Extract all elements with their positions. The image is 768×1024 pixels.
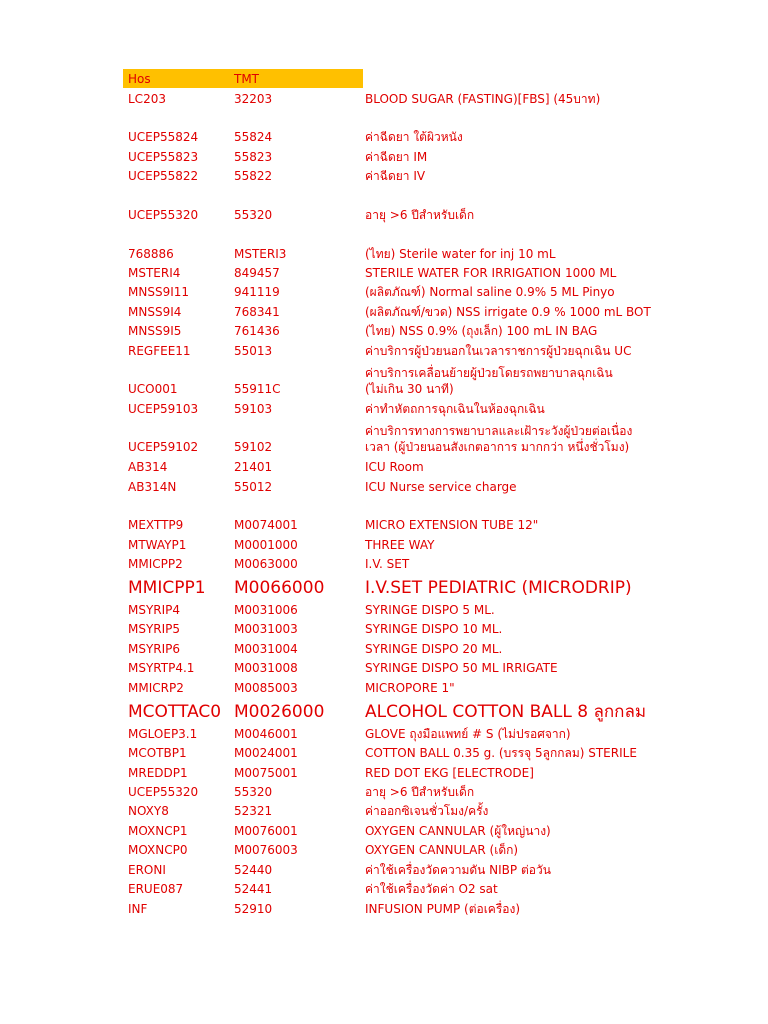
tmt-code: 52910 <box>234 902 273 916</box>
tmt-code: 55822 <box>234 169 273 183</box>
tmt-code: 59103 <box>234 402 273 416</box>
hos-code: UCEP55823 <box>128 150 199 164</box>
table-row <box>0 899 768 919</box>
table-row <box>0 341 768 361</box>
hos-code: UCEP55822 <box>128 169 199 183</box>
table-row <box>0 263 768 283</box>
hos-code: MREDDP1 <box>128 766 188 780</box>
item-description: OXYGEN CANNULAR (เด็ก) <box>365 843 519 857</box>
table-row <box>0 879 768 899</box>
tmt-code: M0074001 <box>234 518 298 532</box>
tmt-code: 941119 <box>234 285 280 299</box>
tmt-code: 59102 <box>234 440 273 454</box>
table-row <box>0 282 768 302</box>
item-description: ค่าออกซิเจนชั่วโมง/ครั้ง <box>365 804 489 818</box>
item-description: ค่าบริการผู้ป่วยนอกในเวลาราชการผู้ป่วยฉุกเฉิน UC <box>365 344 632 358</box>
tmt-code: 761436 <box>234 324 280 338</box>
hos-code: MOXNCP0 <box>128 843 188 857</box>
table-row <box>0 658 768 678</box>
tmt-code: M0031004 <box>234 642 298 656</box>
hos-code: LC203 <box>128 92 166 106</box>
tmt-code: 55013 <box>234 344 273 358</box>
tmt-code: 849457 <box>234 266 280 280</box>
hos-code: MSYRIP4 <box>128 603 181 617</box>
tmt-code: M0046001 <box>234 727 298 741</box>
item-description: ICU Room <box>365 460 424 474</box>
hos-code: MMICPP1 <box>128 578 206 598</box>
item-description: COTTON BALL 0.35 g. (บรรจุ 5ลูกกลม) STERILE <box>365 746 637 760</box>
table-row <box>0 801 768 821</box>
item-description: อายุ >6 ปีสำหรับเด็ก <box>365 785 475 799</box>
hos-code: MSYRTP4.1 <box>128 661 195 675</box>
item-description: SYRINGE DISPO 5 ML. <box>365 603 495 617</box>
tmt-code: M0031003 <box>234 622 298 636</box>
table-row <box>0 379 768 399</box>
tmt-code: M0063000 <box>234 557 298 571</box>
tmt-code: 52441 <box>234 882 273 896</box>
hos-code: MSTERI4 <box>128 266 181 280</box>
table-row <box>0 515 768 535</box>
item-description: RED DOT EKG [ELECTRODE] <box>365 766 534 780</box>
hos-code: UCEP55320 <box>128 785 199 799</box>
item-description: ICU Nurse service charge <box>365 480 517 494</box>
tmt-code: 55012 <box>234 480 273 494</box>
tmt-code: M0076003 <box>234 843 298 857</box>
tmt-code: M0075001 <box>234 766 298 780</box>
table-row <box>0 554 768 574</box>
item-description: MICRO EXTENSION TUBE 12" <box>365 518 539 532</box>
tmt-code: 21401 <box>234 460 273 474</box>
hos-code: UCO001 <box>128 382 178 396</box>
item-description: (ไทย) Sterile water for inj 10 mL <box>365 247 556 261</box>
tmt-code: 55320 <box>234 785 273 799</box>
item-description: ค่าบริการเคลื่อนย้ายผู้ป่วยโดยรถพยาบาลฉุกเฉิน <box>365 366 613 380</box>
hos-code: ERONI <box>128 863 166 877</box>
tmt-code: M0026000 <box>234 702 325 722</box>
item-description: เวลา (ผู้ป่วยนอนสังเกตอาการ มากกว่า หนึ่งชั่วโมง) <box>365 440 630 454</box>
item-description: GLOVE ถุงมือแพทย์ # S (ไม่ปรอศจาก) <box>365 727 571 741</box>
table-row <box>0 840 768 860</box>
tmt-code: 768341 <box>234 305 280 319</box>
table-row <box>0 619 768 639</box>
table-row <box>0 244 768 264</box>
item-description: ค่าฉีดยา ใต้ผิวหนัง <box>365 130 463 144</box>
tmt-code: M0031006 <box>234 603 298 617</box>
hos-code: MSYRIP5 <box>128 622 181 636</box>
hos-code: MNSS9I11 <box>128 285 190 299</box>
tmt-code: 55824 <box>234 130 273 144</box>
hos-code: AB314 <box>128 460 168 474</box>
table-row <box>0 147 768 167</box>
item-description: I.V.SET PEDIATRIC (MICRODRIP) <box>365 578 632 598</box>
table-row <box>0 477 768 497</box>
table-row <box>0 89 768 109</box>
item-description: (ไม่เกิน 30 นาที) <box>365 382 454 396</box>
item-description: OXYGEN CANNULAR (ผู้ใหญ่นาง) <box>365 824 551 838</box>
hos-code: REGFEE11 <box>128 344 191 358</box>
hos-code: MOXNCP1 <box>128 824 188 838</box>
item-description: (ไทย) NSS 0.9% (ถุงเล็ก) 100 mL IN BAG <box>365 324 598 338</box>
item-description: (ผลิตภัณฑ์/ขวด) NSS irrigate 0.9 % 1000 mL BOT <box>365 305 651 319</box>
hos-code: MNSS9I4 <box>128 305 182 319</box>
header-row <box>0 69 768 89</box>
hos-code: UCEP55824 <box>128 130 199 144</box>
table-row <box>0 457 768 477</box>
hos-code: UCEP59102 <box>128 440 199 454</box>
table-row <box>0 743 768 763</box>
hos-code: MMICPP2 <box>128 557 183 571</box>
header-hos: Hos <box>128 72 151 86</box>
tmt-code: 52440 <box>234 863 273 877</box>
item-description: ALCOHOL COTTON BALL 8 ลูกกลม <box>365 702 647 722</box>
tmt-code: MSTERI3 <box>234 247 287 261</box>
item-description: MICROPORE 1" <box>365 681 455 695</box>
hos-code: MSYRIP6 <box>128 642 181 656</box>
table-row <box>0 205 768 225</box>
hos-code: ERUE087 <box>128 882 184 896</box>
item-description: INFUSION PUMP (ต่อเครื่อง) <box>365 902 521 916</box>
tmt-code: 55320 <box>234 208 273 222</box>
hos-code: UCEP55320 <box>128 208 199 222</box>
tmt-code: 55823 <box>234 150 273 164</box>
hos-code: 768886 <box>128 247 174 261</box>
hos-code: MGLOEP3.1 <box>128 727 198 741</box>
table-row <box>0 860 768 880</box>
item-description: SYRINGE DISPO 10 ML. <box>365 622 503 636</box>
table-row <box>0 399 768 419</box>
table-row <box>0 678 768 698</box>
tmt-code: 52321 <box>234 804 273 818</box>
table-row <box>0 600 768 620</box>
table-row <box>0 701 768 723</box>
table-row <box>0 782 768 802</box>
item-description: SYRINGE DISPO 20 ML. <box>365 642 503 656</box>
tmt-code: M0076001 <box>234 824 298 838</box>
tmt-code: M0024001 <box>234 746 298 760</box>
hos-code: MCOTBP1 <box>128 746 187 760</box>
table-row <box>0 437 768 457</box>
hos-code: NOXY8 <box>128 804 169 818</box>
item-description: THREE WAY <box>365 538 435 552</box>
item-description: ค่าฉีดยา IM <box>365 150 428 164</box>
hos-code: MMICRP2 <box>128 681 184 695</box>
table-row <box>0 321 768 341</box>
tmt-code: 55911C <box>234 382 281 396</box>
table-row <box>0 577 768 599</box>
item-description: SYRINGE DISPO 50 ML IRRIGATE <box>365 661 558 675</box>
item-description: ค่าใช้เครื่องวัดค่า O2 sat <box>365 882 498 896</box>
tmt-code: M0066000 <box>234 578 325 598</box>
table-row <box>0 535 768 555</box>
hos-code: MNSS9I5 <box>128 324 182 338</box>
hos-code: MEXTTP9 <box>128 518 184 532</box>
table-row <box>0 166 768 186</box>
header-tmt: TMT <box>234 72 260 86</box>
item-description: ค่าฉีดยา IV <box>365 169 426 183</box>
table-row <box>0 763 768 783</box>
hos-code: INF <box>128 902 148 916</box>
item-description: STERILE WATER FOR IRRIGATION 1000 ML <box>365 266 617 280</box>
tmt-code: M0001000 <box>234 538 298 552</box>
hos-code: UCEP59103 <box>128 402 199 416</box>
item-description: ค่าใช้เครื่องวัดความดัน NIBP ต่อวัน <box>365 863 551 877</box>
item-description: (ผลิตภัณฑ์) Normal saline 0.9% 5 ML Pinyo <box>365 285 615 299</box>
table-row <box>0 821 768 841</box>
table-row <box>0 302 768 322</box>
tmt-code: 32203 <box>234 92 273 106</box>
tmt-code: M0031008 <box>234 661 298 675</box>
table-row <box>0 127 768 147</box>
item-description: I.V. SET <box>365 557 410 571</box>
item-description: อายุ >6 ปีสำหรับเด็ก <box>365 208 475 222</box>
hos-code: MTWAYP1 <box>128 538 187 552</box>
tmt-code: M0085003 <box>234 681 298 695</box>
table-row <box>0 639 768 659</box>
item-description: ค่าบริการทางการพยาบาลและเฝ้าระวังผู้ป่วยต่อเนื่อง <box>365 424 633 438</box>
hos-code: MCOTTAC0 <box>128 702 222 722</box>
table-row <box>0 724 768 744</box>
item-description: ค่าทำหัตถการฉุกเฉินในห้องฉุกเฉิน <box>365 402 545 416</box>
item-description: BLOOD SUGAR (FASTING)[FBS] (45บาท) <box>365 92 601 106</box>
hos-code: AB314N <box>128 480 177 494</box>
